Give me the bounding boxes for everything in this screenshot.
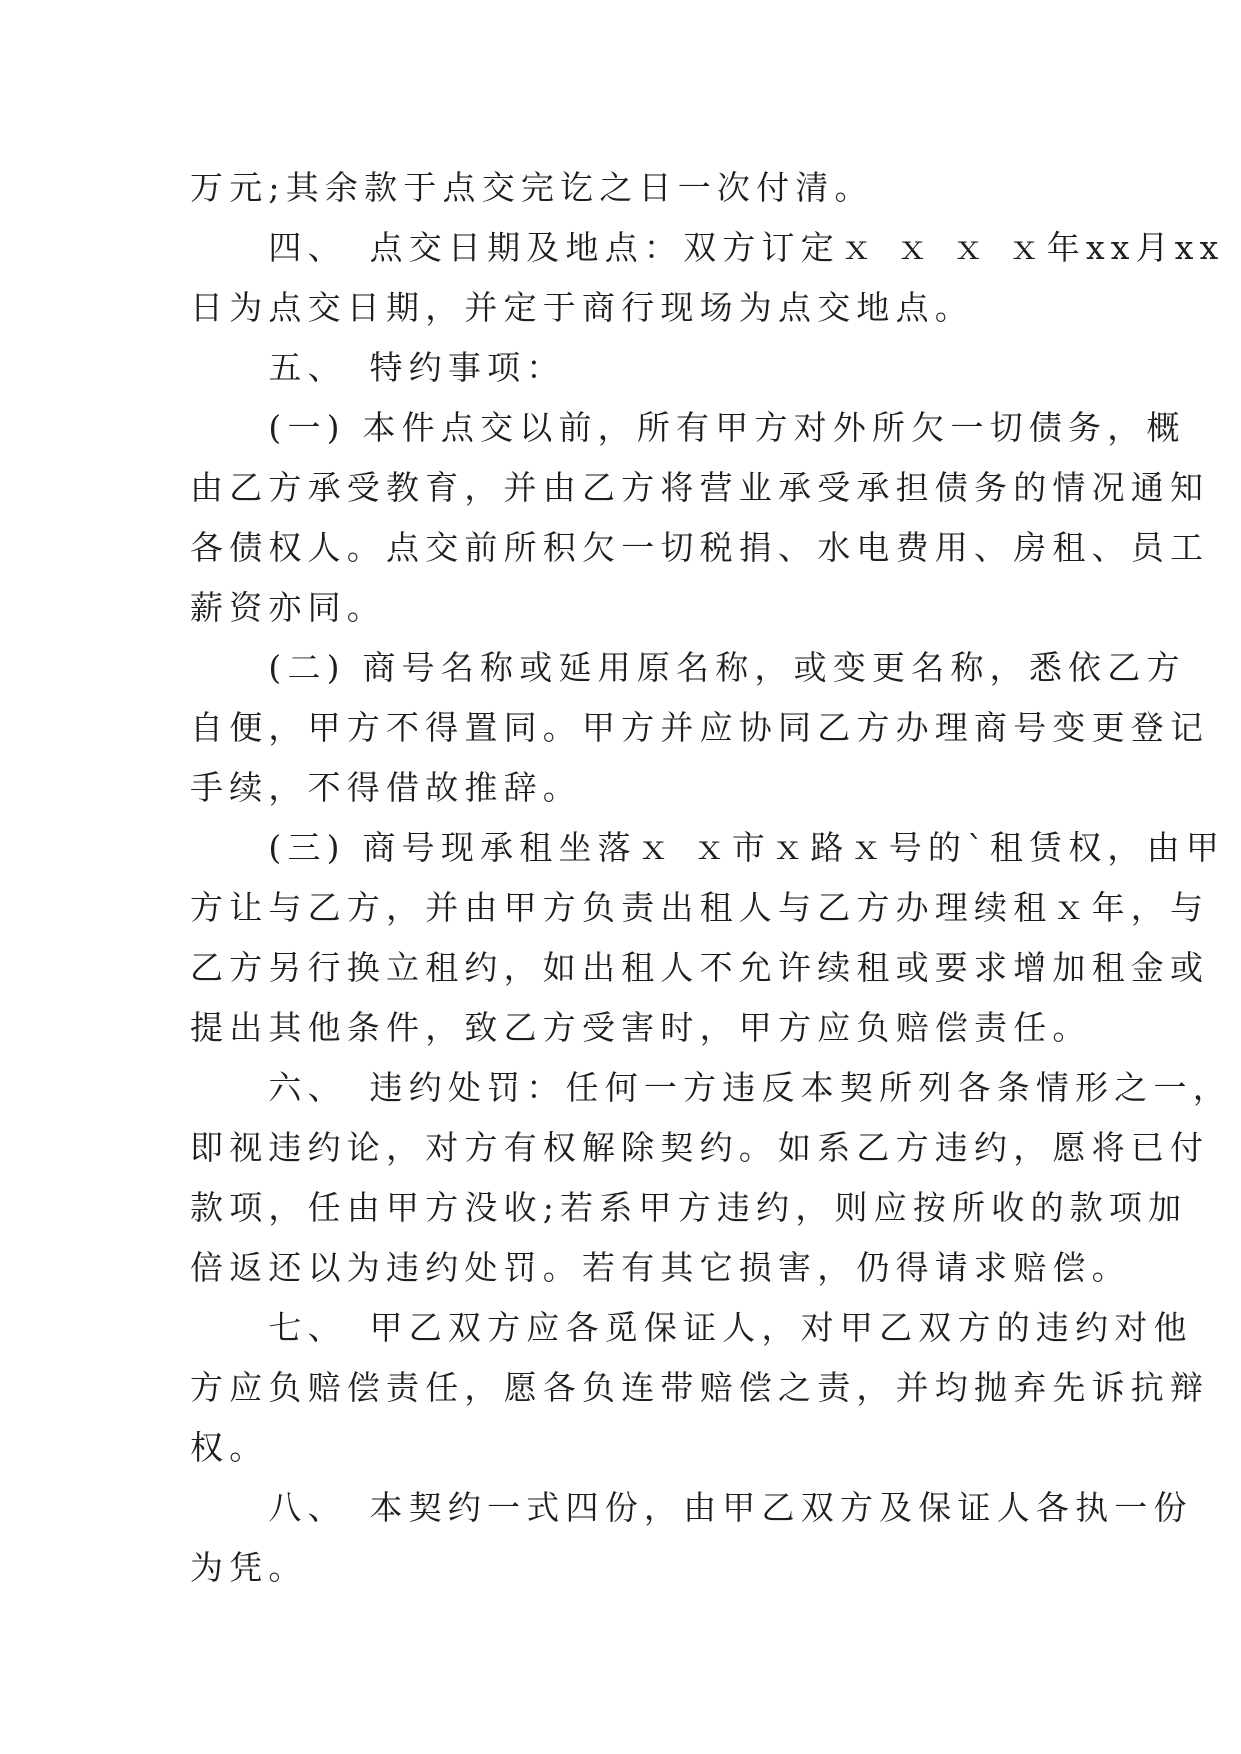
- text-line: 各债权人。点交前所积欠一切税捐、水电费用、房租、员工: [190, 528, 1210, 567]
- text-line: 提出其他条件，致乙方受害时，甲方应负赔偿责任。: [190, 1008, 1092, 1047]
- text-line: 由乙方承受教育，并由乙方将营业承受承担债务的情况通知: [190, 468, 1210, 507]
- text-line: 手续，不得借故推辞。: [190, 768, 582, 807]
- text-line: 五、 特约事项：: [190, 348, 566, 387]
- text-line: 自便，甲方不得置同。甲方并应协同乙方办理商号变更登记: [190, 708, 1210, 747]
- text-line: 方让与乙方，并由甲方负责出租人与乙方办理续租ｘ年，与: [190, 888, 1210, 927]
- text-line: 薪资亦同。: [190, 588, 386, 627]
- text-line: 七、 甲乙双方应各觅保证人，对甲乙双方的违约对他: [190, 1308, 1193, 1347]
- document-body: [190, 158, 1232, 1598]
- text-line: 倍返还以为违约处罚。若有其它损害，仍得请求赔偿。: [190, 1248, 1131, 1287]
- text-line: 即视违约论，对方有权解除契约。如系乙方违约，愿将已付: [190, 1128, 1210, 1167]
- text-line: 四、 点交日期及地点：双方订定ｘ ｘ ｘ ｘ年xx月xx: [190, 228, 1225, 267]
- text-line: 日为点交日期，并定于商行现场为点交地点。: [190, 288, 974, 327]
- text-line: 款项，任由甲方没收;若系甲方违约，则应按所收的款项加: [190, 1188, 1188, 1227]
- text-line: (二) 商号名称或延用原名称，或变更名称，悉依乙方: [190, 648, 1186, 687]
- text-line: (一) 本件点交以前，所有甲方对外所欠一切债务，概: [190, 408, 1186, 447]
- text-line: 八、 本契约一式四份，由甲乙双方及保证人各执一份: [190, 1488, 1193, 1527]
- text-line: (三) 商号现承租坐落ｘ ｘ市ｘ路ｘ号的`租赁权，由甲: [190, 828, 1226, 867]
- text-line: 乙方另行换立租约，如出租人不允许续租或要求增加租金或: [190, 948, 1210, 987]
- text-line: 六、 违约处罚：任何一方违反本契所列各条情形之一，: [190, 1068, 1232, 1107]
- text-line: 万元;其余款于点交完讫之日一次付清。: [190, 168, 874, 207]
- text-line: 方应负赔偿责任，愿各负连带赔偿之责，并均抛弃先诉抗辩: [190, 1368, 1210, 1407]
- text-line: 为凭。: [190, 1548, 308, 1587]
- text-line: 权。: [190, 1428, 269, 1467]
